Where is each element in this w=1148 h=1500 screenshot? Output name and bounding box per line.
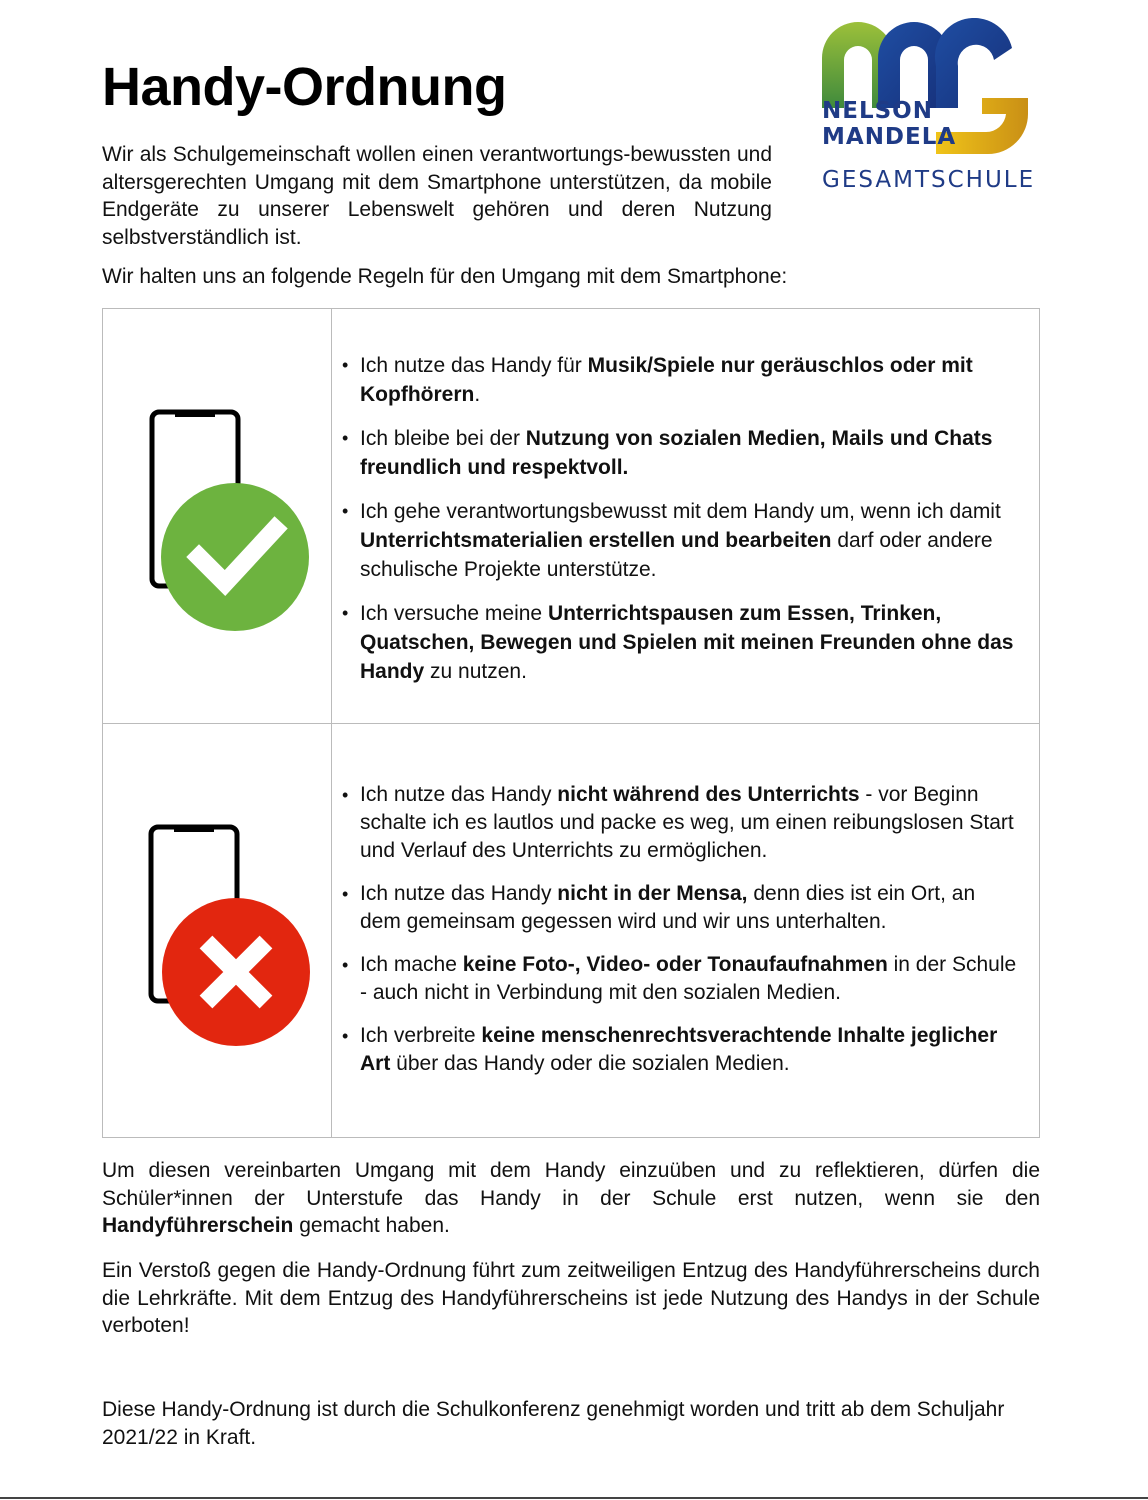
allowed-rule-2: • Ich bleibe bei der Nutzung von sozialen Medien, Mails und Chats freundlich und respektvoll. [342,424,1021,482]
logo-text-gesamtschule: GESAMTSCHULE [822,167,1036,193]
logo-text-nelson: NELSON [822,98,933,124]
rules-intro: Wir halten uns an folgende Regeln für den Umgang mit dem Smartphone: [102,265,788,288]
forbidden-rule-3: • Ich mache keine Foto-, Video- oder Tonaufaufnahmen in der Schule - auch nicht in Verbindung mit den sozialen Medien. [342,951,1021,1007]
closing-paragraph: Diese Handy-Ordnung ist durch die Schulkonferenz genehmigt worden und tritt ab dem Schuljahr 2021/22 in Kraft. [102,1398,1005,1449]
allowed-rule-4: • Ich versuche meine Unterrichtspausen zum Essen, Trinken, Quatschen, Bewegen und Spielen mit meinen Freunden ohne das Handy zu nutzen. [342,599,1021,686]
forbidden-rule-4: • Ich verbreite keine menschenrechtsverachtende Inhalte jeglicher Art über das Handy oder die sozialen Medien. [342,1022,1021,1078]
allowed-icon-cell [103,309,332,723]
intro-paragraph: Wir als Schulgemeinschaft wollen einen verantwortungs-bewussten und altersgerechten Umgang mit dem Smartphone unterstützen, da mobile Endgeräte zu unserer Lebenswelt gehören und deren Nutzung selbstverständlich ist. [102,143,772,249]
outro-paragraph-1: Um diesen vereinbarten Umgang mit dem Handy einzuüben und zu reflektieren, dürfen die Schüler*innen der Unterstufe das Handy in der Schule erst nutzen, wenn sie den Handyführerschein gemacht haben. [102,1159,1040,1237]
allowed-rules-row [103,309,1039,724]
phone-checkmark-icon [103,309,332,724]
outro-paragraph-2: Ein Verstoß gegen die Handy-Ordnung führt zum zeitweiligen Entzug des Handyführerscheins durch die Lehrkräfte. Mit dem Entzug des Handyführerscheins ist jede Nutzung des Handys in der Schule verboten! [102,1259,1040,1337]
allowed-rule-3: • Ich gehe verantwortungsbewusst mit dem Handy um, wenn ich damit Unterrichtsmaterialien erstellen und bearbeiten darf oder andere schulische Projekte unterstütze. [342,497,1021,584]
phone-cross-icon [103,724,332,1137]
rules-table [102,308,1040,1138]
forbidden-rules-list [342,781,1021,1093]
forbidden-rules-row [103,724,1039,1137]
forbidden-rule-1: • Ich nutze das Handy nicht während des Unterrichts - vor Beginn schalte ich es lautlos und packe es weg, um einen reibungslosen Start und Verlauf des Unterrichts zu ermöglichen. [342,781,1021,865]
page-title: Handy-Ordnung [102,57,507,117]
allowed-rules-list [342,351,1021,701]
forbidden-icon-cell [103,724,332,1137]
logo-text-mandela: MANDELA [822,124,957,150]
page-bottom-divider [0,1497,1148,1499]
forbidden-rule-2: • Ich nutze das Handy nicht in der Mensa, denn dies ist ein Ort, an dem gemeinsam gegessen wird und wir uns unterhalten. [342,880,1021,936]
allowed-rule-1: • Ich nutze das Handy für Musik/Spiele nur geräuschlos oder mit Kopfhörern. [342,351,1021,409]
